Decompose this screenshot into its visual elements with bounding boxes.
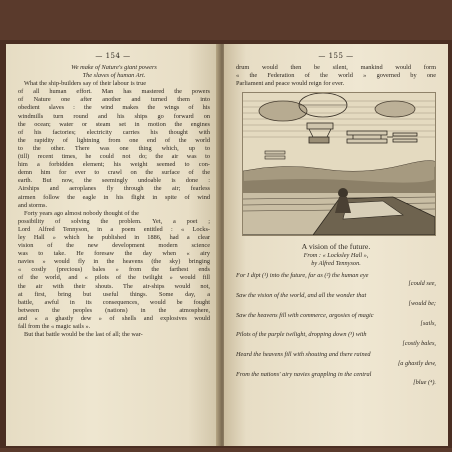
verse-spacer	[236, 388, 436, 391]
caption-author: by Alfred Tennyson.	[311, 260, 361, 267]
left-page-text-line: of Nature one after another and turned them into	[18, 96, 210, 104]
left-page	[6, 44, 220, 446]
left-page-text-line: But that battle would be the last of all; the war-	[24, 331, 143, 339]
right-page-text-line: « the Federation of the world » governed by one	[236, 72, 436, 80]
verse-line: Saw the heavens fill with commerce, argosies of magic	[236, 311, 374, 319]
right-page-text-line: Parliament and peace would reign for ever.	[236, 80, 345, 88]
left-page-text-line: airmen follow the eagle in his flight in spite of wind	[18, 193, 210, 201]
verse-line: For I dipt (¹) into the future, far as (²) the human eye	[236, 272, 369, 279]
illustration-caption	[236, 242, 436, 268]
left-page-text-line: fall from the « magic sails ».	[18, 323, 91, 330]
left-page-text-line: battle, awful in its consequences, would be fought	[18, 298, 210, 306]
engraving-illustration	[242, 92, 436, 236]
verse-line-ending: [costly bales,	[402, 339, 436, 347]
verse-line-ending: [blue (⁴).	[413, 379, 436, 387]
left-page-text-line: the ocean; water or steam set in motion the engines	[18, 120, 210, 128]
verse-line-ending: [could see,	[408, 280, 436, 288]
airships-engraving-image	[243, 93, 435, 235]
left-page-text-line: windmills turn round and his ships go forward on	[18, 112, 210, 120]
verse-line: From the nations' airy navies grappling in the central	[236, 371, 372, 379]
left-page-text-line: The slaves of human Art.	[82, 72, 146, 80]
left-page-number: — 154 —	[95, 52, 131, 60]
left-page-text-line: him a forbidden element; his weight seemed to con-	[18, 161, 210, 169]
poem-verses	[236, 272, 436, 391]
left-page-text-line: (till) recent times, he could not do; the air was to	[18, 153, 210, 161]
left-page-text-line: earth. But now, the seemingly undoable is done :	[18, 177, 210, 185]
verse-line-ending: [sails,	[420, 320, 436, 328]
left-page-text-line: the rapidity of lightning from one end of the world	[18, 136, 210, 144]
left-page-text-line: at first, bring but useful things. Some day, a	[18, 290, 210, 298]
left-page-text-line: Forty years ago almost nobody thought of the	[24, 209, 139, 217]
left-page-text-line: vision of the new development modern science	[18, 242, 210, 250]
right-page-number: — 155 —	[318, 52, 354, 60]
verse-line: Saw the vision of the world, and all the wonder that	[236, 291, 367, 299]
left-page-text-line: navies » would fly in the heavens (the sky) bringing	[18, 258, 210, 266]
left-page-text-line: to the other. There was one thing which, up to	[18, 144, 210, 152]
left-page-text-line: ley Hall » which he published in 1886, had a clear	[18, 233, 210, 241]
left-page-text-line: We make of Nature's giant powers	[71, 64, 157, 71]
left-page-text-line: obedient slaves : the wind makes the wings of his	[18, 104, 210, 112]
right-page-text-line: drum would then be silent, mankind would form	[236, 64, 436, 71]
left-page-text-line: and « a ghastly dew » of shells and explosives would	[18, 314, 210, 322]
verse-line: Pilots of the purple twilight, dropping down (³) with	[236, 331, 367, 339]
left-page-text-line: of his factories; electricity carries his thought with	[18, 128, 210, 136]
right-page-text	[236, 64, 436, 88]
left-page-text-line: Lord Alfred Tennyson, in a poem entitled : « Locks-	[18, 225, 210, 233]
caption-title: A vision of the future.	[301, 242, 371, 251]
left-page-text-line: of the world, and « pilots of the twilight » would fill	[18, 274, 210, 282]
left-page-text-line: between the peoples (nations) in the atmosphere,	[18, 306, 210, 314]
verse-line-ending: [a ghastly dew,	[397, 359, 436, 367]
left-page-text-line: What the ship-builders say of their labour is true	[24, 80, 147, 88]
verse-line-ending: [would be;	[408, 300, 436, 308]
left-page-text-line: demn him for ever to crawl on the surface of the	[18, 169, 210, 177]
left-page-text-line: « costly (precious) bales » from the farthest ends	[18, 266, 210, 274]
caption-source: From : « Locksley Hall »,	[303, 252, 369, 259]
right-page	[224, 44, 448, 446]
left-page-text-line: was to take. He foresaw the day when « airy	[18, 250, 210, 258]
left-page-text-line: possibility of solving the problem. Yet, a poet ;	[18, 217, 210, 225]
left-page-text-line: and storms.	[18, 201, 48, 209]
verse-line: Heard the heavens fill with shouting and there rained	[236, 351, 371, 359]
left-page-text-line: Airships and aeroplanes fly through the air; fearless	[18, 185, 210, 193]
left-page-text-line: the air with their shouts. The air-ships would not,	[18, 282, 210, 290]
left-page-text-line: of all human effort. Man has mastered the powers	[18, 88, 210, 96]
left-page-text	[18, 64, 210, 339]
